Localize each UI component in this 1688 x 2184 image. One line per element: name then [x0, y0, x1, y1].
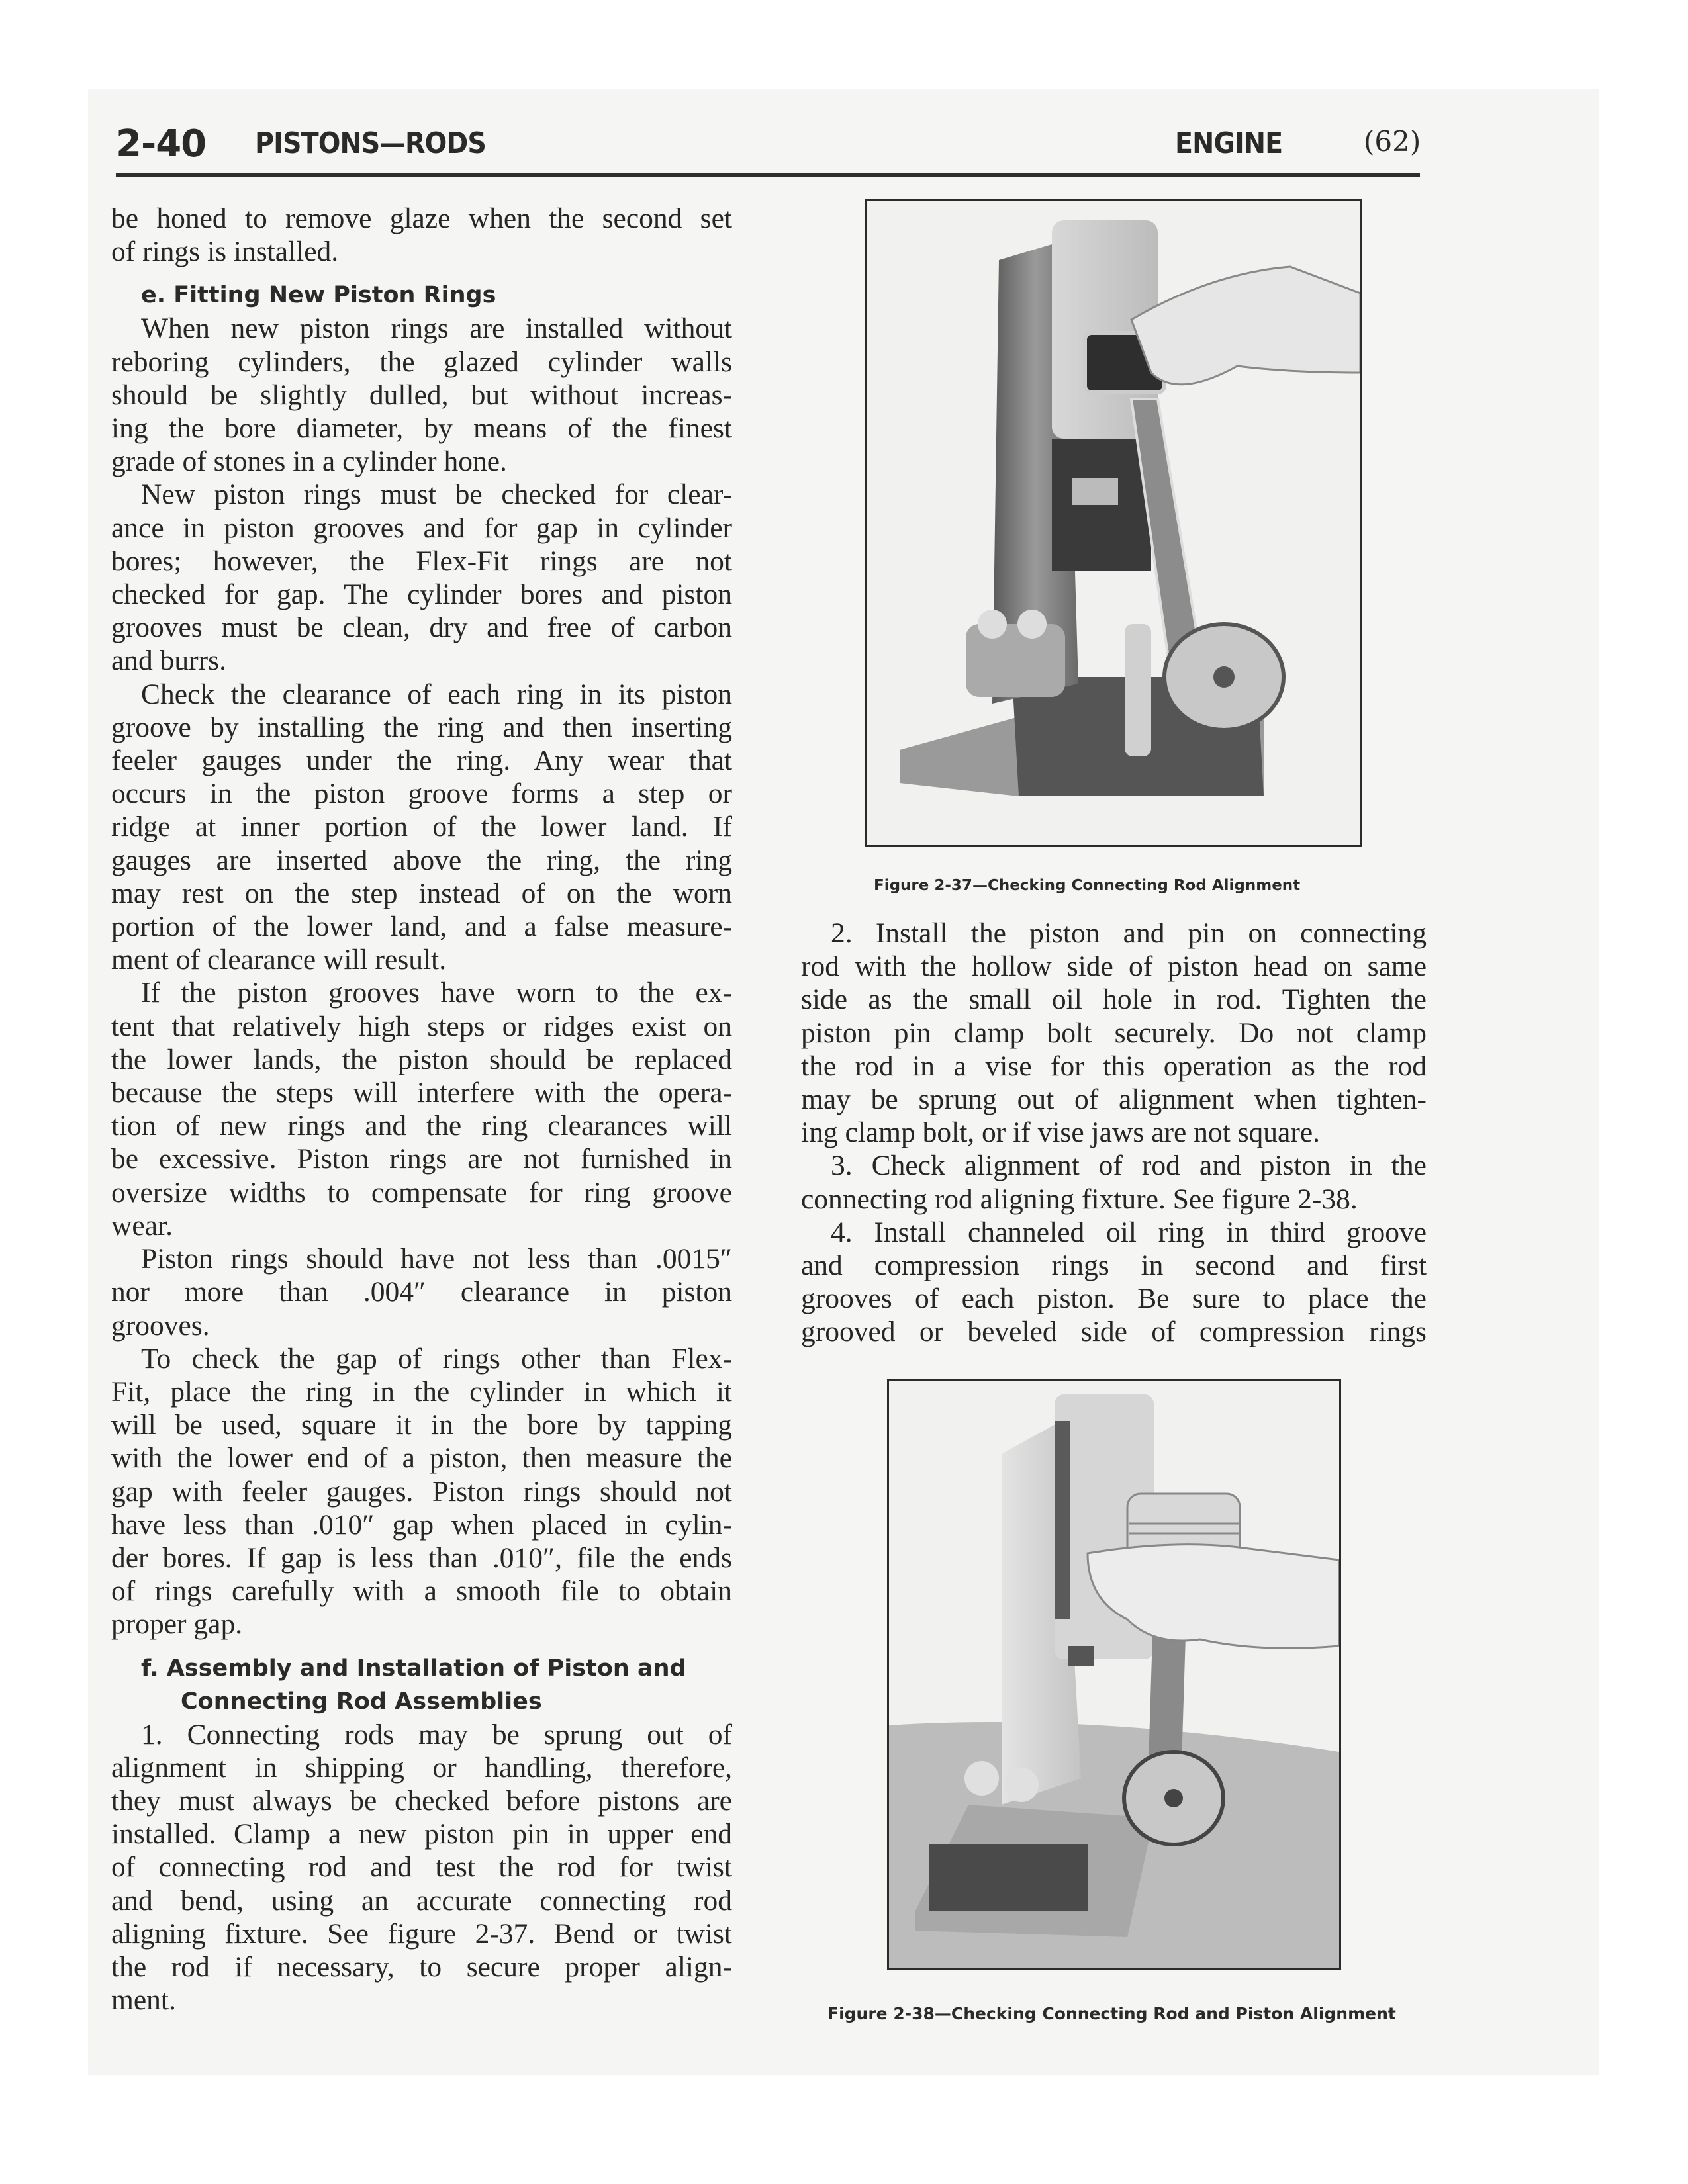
text-line: portion of the lower land, and a false measure-: [111, 911, 732, 943]
paragraph-step-4: [801, 1216, 1427, 1349]
paragraph-step-3: [801, 1149, 1427, 1215]
text-line: ment of clearance will result.: [111, 944, 447, 976]
text-line: Piston rings should have not less than .0015″: [141, 1243, 732, 1275]
text-line: will be used, square it in the bore by tapping: [111, 1409, 732, 1441]
text-line: installed. Clamp a new piston pin in upper end: [111, 1818, 732, 1850]
figure-2-37-photo: [865, 199, 1362, 847]
text-line: side as the small oil hole in rod. Tighten the: [801, 983, 1427, 1016]
text-line: of rings carefully with a smooth file to obtain: [111, 1575, 732, 1608]
paragraph: [111, 1242, 732, 1342]
text-line: may rest on the step instead of on the worn: [111, 877, 732, 909]
figure-2-38-photo: [887, 1379, 1341, 1970]
text-line: ing clamp bolt, or if vise jaws are not square.: [801, 1116, 1320, 1149]
text-line: 1. Connecting rods may be sprung out of: [141, 1718, 732, 1751]
text-line: occurs in the piston groove forms a step or: [111, 778, 732, 810]
text-line: grooves of each piston. Be sure to place the: [801, 1283, 1427, 1315]
section-e-heading: e. Fitting New Piston Rings: [141, 282, 496, 309]
text-line: To check the gap of rings other than Flex-: [141, 1342, 732, 1375]
text-line: of rings is installed.: [111, 236, 339, 268]
paragraph: [111, 678, 732, 977]
text-line: may be sprung out of alignment when tighten-: [801, 1083, 1427, 1116]
text-line: oversize widths to compensate for ring groove: [111, 1176, 732, 1208]
text-line: gap with feeler gauges. Piston rings should not: [111, 1475, 732, 1508]
rod-piston-alignment-illustration: [889, 1381, 1339, 1968]
text-line: should be slightly dulled, but without increas-: [111, 379, 732, 411]
text-line: reboring cylinders, the glazed cylinder walls: [111, 345, 732, 378]
text-line: the rod if necessary, to secure proper align-: [111, 1950, 732, 1983]
paragraph: [111, 312, 732, 478]
text-line: tion of new rings and the ring clearances will: [111, 1110, 732, 1142]
left-column: [111, 202, 732, 2017]
text-line: the rod in a vise for this operation as the rod: [801, 1050, 1427, 1082]
text-line: and compression rings in second and first: [801, 1250, 1427, 1282]
page-number: 2-40: [116, 122, 207, 165]
text-line: grooves must be clean, dry and free of carbon: [111, 612, 732, 644]
text-line: and bend, using an accurate connecting rod: [111, 1884, 732, 1917]
text-line: of connecting rod and test the rod for twist: [111, 1851, 732, 1884]
text-line: der bores. If gap is less than .010″, file the ends: [111, 1541, 732, 1574]
text-line: the lower lands, the piston should be replaced: [111, 1043, 732, 1075]
text-line: because the steps will interfere with the opera-: [111, 1077, 732, 1109]
running-header: [116, 122, 1420, 172]
paragraph: [111, 478, 732, 677]
chapter-title: ENGINE: [1175, 126, 1283, 160]
text-line: 4. Install channeled oil ring in third groove: [831, 1216, 1427, 1248]
text-line: Check the clearance of each ring in its piston: [141, 678, 732, 710]
text-line: 3. Check alignment of rod and piston in the: [831, 1150, 1427, 1182]
text-line: have less than .010″ gap when placed in cylin-: [111, 1508, 732, 1541]
text-line: Fit, place the ring in the cylinder in which it: [111, 1375, 732, 1408]
paragraph: [111, 1342, 732, 1641]
text-line: ment.: [111, 1984, 176, 2017]
text-line: feeler gauges under the ring. Any wear that: [111, 745, 732, 777]
figure-2-38-caption: Figure 2-38—Checking Connecting Rod and Piston Alignment: [827, 2004, 1396, 2023]
text-line: rod with the hollow side of piston head on same: [801, 950, 1427, 983]
text-line: gauges are inserted above the ring, the ring: [111, 844, 732, 876]
text-line: ing the bore diameter, by means of the finest: [111, 412, 732, 445]
text-line: grade of stones in a cylinder hone.: [111, 445, 507, 478]
paragraph: [111, 976, 732, 1242]
text-line: they must always be checked before pistons are: [111, 1784, 732, 1817]
text-line: wear.: [111, 1209, 173, 1242]
rod-aligning-fixture-illustration: [867, 201, 1360, 845]
sheet-number: (62): [1364, 125, 1421, 158]
section-f-heading: f. Assembly and Installation of Piston and: [141, 1655, 686, 1682]
text-line: grooved or beveled side of compression rings: [801, 1316, 1427, 1348]
text-line: with the lower end of a piston, then measure the: [111, 1442, 732, 1475]
header-rule: [116, 173, 1420, 177]
text-line: piston pin clamp bolt securely. Do not clamp: [801, 1017, 1427, 1049]
paragraph-step-2: [801, 917, 1427, 1149]
text-line: If the piston grooves have worn to the ex-: [141, 977, 732, 1009]
text-line: ridge at inner portion of the lower land. If: [111, 811, 732, 843]
figure-2-37-caption: Figure 2-37—Checking Connecting Rod Alignment: [874, 877, 1301, 894]
text-line: groove by installing the ring and then inserting: [111, 711, 732, 743]
text-line: 2. Install the piston and pin on connecting: [831, 917, 1427, 949]
text-line: bores; however, the Flex-Fit rings are not: [111, 545, 732, 577]
text-line: proper gap.: [111, 1608, 243, 1641]
text-line: connecting rod aligning fixture. See figure 2-38.: [801, 1183, 1358, 1215]
text-line: checked for gap. The cylinder bores and piston: [111, 578, 732, 611]
text-line: nor more than .004″ clearance in piston: [111, 1276, 732, 1308]
text-line: alignment in shipping or handling, therefore,: [111, 1751, 732, 1784]
section-title: PISTONS—RODS: [255, 126, 486, 160]
right-column: [801, 917, 1427, 1349]
text-line: grooves.: [111, 1309, 210, 1342]
text-line: aligning fixture. See figure 2-37. Bend or twist: [111, 1917, 732, 1950]
text-line: New piston rings must be checked for clear-: [141, 478, 732, 511]
section-f-heading-cont: Connecting Rod Assemblies: [181, 1688, 542, 1715]
text-line: When new piston rings are installed without: [141, 312, 732, 345]
text-line: be honed to remove glaze when the second set: [111, 203, 732, 234]
text-line: be excessive. Piston rings are not furnished in: [111, 1143, 732, 1175]
text-line: and burrs.: [111, 645, 226, 677]
text-line: tent that relatively high steps or ridges exist on: [111, 1010, 732, 1042]
paragraph-step-1: [111, 1718, 732, 2017]
text-line: ance in piston grooves and for gap in cylinder: [111, 512, 732, 544]
